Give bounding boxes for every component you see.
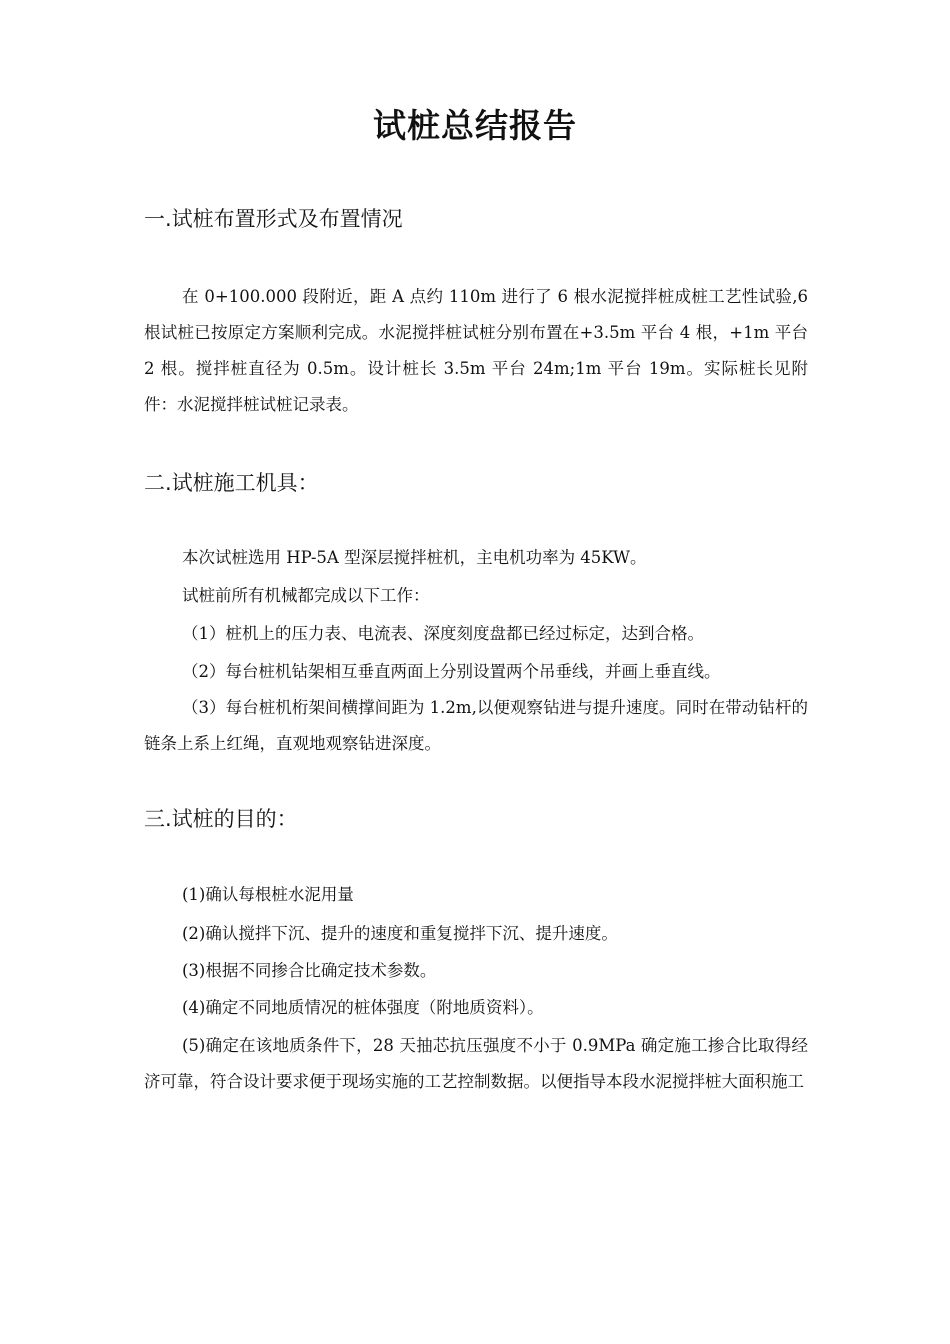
section-3-heading: 三.试桩的目的： xyxy=(144,807,298,831)
section-2-line-1: 本次试桩选用 HP-5A 型深层搅拌桩机，主电机功率为 45KW。 xyxy=(182,548,647,567)
section-3-item-1: (1)确认每根桩水泥用量 xyxy=(182,885,354,904)
section-3-item-3: (3)根据不同掺合比确定技术参数。 xyxy=(182,961,437,980)
section-3-item-5: (5)确定在该地质条件下，28 天抽芯抗压强度不小于 0.9MPa 确定施工掺合比取得经济可靠，符合设计要求便于现场实施的工艺控制数据。以便指导本段水泥搅拌桩大面积施工 xyxy=(144,1036,808,1091)
page-title: 试桩总结报告 xyxy=(373,106,577,145)
section-2-item-3: （3）每台桩机桁架间横撑间距为 1.2m,以便观察钻进与提升速度。同时在带动钻杆的链条上系上红绳，直观地观察钻进深度。 xyxy=(144,698,808,753)
section-1-heading: 一.试桩布置形式及布置情况 xyxy=(144,207,403,231)
section-2-item-2: （2）每台桩机钻架相互垂直两面上分别设置两个吊垂线，并画上垂直线。 xyxy=(182,662,721,681)
section-3-item-2: (2)确认搅拌下沉、提升的速度和重复搅拌下沉、提升速度。 xyxy=(182,924,618,943)
section-2-line-2: 试桩前所有机械都完成以下工作： xyxy=(182,586,430,605)
section-1-paragraph: 在 0+100.000 段附近，距 A 点约 110m 进行了 6 根水泥搅拌桩成桩工艺性试验,6 根试桩已按原定方案顺利完成。水泥搅拌桩试桩分别布置在+3.5m 平台 4 根，+1m 平台 2 根。搅拌桩直径为 0.5m。设计桩长 3.5m 平台 24m;1m 平台 19m。实际桩长见附件：水泥搅拌桩试桩记录表。 xyxy=(144,287,808,414)
section-3-item-4: (4)确定不同地质情况的桩体强度（附地质资料）。 xyxy=(182,998,544,1017)
section-2-item-1: （1）桩机上的压力表、电流表、深度刻度盘都已经过标定，达到合格。 xyxy=(182,624,704,643)
section-2-heading: 二.试桩施工机具： xyxy=(144,471,319,495)
